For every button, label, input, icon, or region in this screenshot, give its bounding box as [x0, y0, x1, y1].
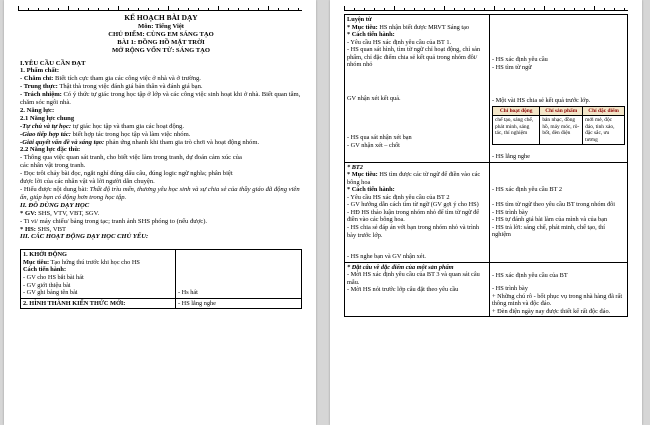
- ruler-tick: [584, 8, 585, 11]
- ruler-tick: [474, 8, 475, 11]
- activities-table: [20, 249, 302, 309]
- ruler-tick: [614, 8, 615, 11]
- goal-1-label: * Mục tiêu:: [347, 23, 378, 31]
- ruler-tick: [218, 6, 219, 11]
- ruler-tick: [18, 6, 19, 11]
- ruler-tick: [484, 8, 485, 11]
- ruler-tick: [344, 6, 345, 11]
- table-cell: [345, 262, 490, 317]
- warmup-goal-label: Mục tiêu:: [23, 258, 50, 266]
- quality-1: [20, 75, 302, 83]
- step-a5: - GV nhận xét – chốt: [347, 141, 400, 149]
- tools-hs-label: * HS:: [20, 225, 36, 233]
- warmup-response: - Hs hát: [178, 289, 198, 297]
- ruler-tick: [278, 8, 279, 11]
- tools-gv-more: - Ti vi/ máy chiếu/ bảng trong tạc; tranh ảnh SHS phóng to (nếu được).: [20, 217, 208, 225]
- tools-hs-text: SHS, VBT: [35, 225, 67, 233]
- ruler-tick: [178, 8, 179, 11]
- theme-line: CHỦ ĐIỂM: CÙNG EM SÁNG TẠO: [108, 30, 214, 38]
- step-b3: - HĐ HS thảo luận trong nhóm nhỏ để tìm từ ngữ để điền vào các bông hoa.: [347, 208, 480, 224]
- competence-1-text: tự giác học tập và tham gia các hoạt động.: [71, 122, 185, 130]
- word-table-cell: mới mẻ, độc đáo, tinh xảo, đặc sắc, ưu tương: [583, 116, 625, 145]
- steps-2: * Cách tiến hành:: [347, 186, 395, 194]
- response-a5: - HS lắng nghe: [492, 153, 530, 161]
- table-cell: [176, 298, 302, 309]
- ruler-tick: [208, 8, 209, 11]
- section-title: Luyện từ: [347, 16, 372, 23]
- quality-heading: 1. Phẩm chất:: [20, 67, 60, 75]
- competence-1: [20, 123, 302, 131]
- specific-4: được lời của các nhân vật và lời người dẫn chuyện.: [20, 178, 155, 186]
- ruler-tick: [228, 8, 229, 11]
- goal-1-text: HS nhận biết được MRVT Sáng tạo: [377, 23, 470, 31]
- ruler-tick: [434, 8, 435, 11]
- ruler-tick: [158, 8, 159, 11]
- quality-2-label: - Trung thực:: [20, 83, 58, 91]
- specific-5-label: - Hiểu được nội dung bài:: [20, 186, 89, 193]
- ruler-tick: [58, 8, 59, 11]
- goal-2-label: * Mục tiêu:: [347, 171, 378, 179]
- ruler-tick: [48, 8, 49, 11]
- objectives-heading: I.YÊU CẦU CẦN ĐẠT: [20, 59, 86, 67]
- ruler-tick: [118, 6, 119, 11]
- ruler-tick: [298, 8, 299, 11]
- word-table-header: Chỉ hoạt động: [493, 106, 540, 115]
- ruler-tick: [374, 8, 375, 11]
- ruler-tick: [108, 8, 109, 11]
- table-cell: [490, 15, 628, 163]
- competence-3-label: -Giải quyết vấn đề và sáng tạo:: [20, 138, 105, 146]
- new-knowledge-heading: 2. HÌNH THÀNH KIẾN THỨC MỚI:: [23, 299, 126, 307]
- table-cell: [345, 162, 490, 262]
- quality-2-text: Thật thà trong việc đánh giá bản thân và đánh giá bạn.: [57, 83, 203, 91]
- ruler-tick: [68, 6, 69, 11]
- warmup-goal: [23, 259, 173, 267]
- table-cell: [21, 250, 176, 298]
- step-a2: - HS quan sát hình, tìm từ ngữ chỉ hoạt động, chỉ sản phẩm, chỉ đặc điểm chia sẻ kết quả trong nhóm đôi/ nhóm nhỏ: [347, 46, 481, 69]
- ruler-tick: [248, 8, 249, 11]
- table-row: [493, 106, 625, 115]
- ruler-tick: [364, 8, 365, 11]
- quality-1-label: - Chăm chỉ:: [20, 75, 54, 83]
- ruler-tick: [88, 8, 89, 11]
- ruler-tick: [168, 6, 169, 11]
- table-cell: [21, 298, 176, 309]
- general-competence-heading: 2.1 Năng lực chung: [20, 114, 75, 122]
- topic-line: MỞ RỘNG VỐN TỪ: SÁNG TẠO: [111, 46, 211, 54]
- ruler-tick: [148, 8, 149, 11]
- table-row: [345, 15, 628, 163]
- ruler-tick: [98, 8, 99, 11]
- steps-1: * Cách tiến hành:: [347, 31, 395, 39]
- doc-title: KẾ HOẠCH BÀI DẠY: [124, 13, 198, 22]
- quality-1-text: Biết tích cực tham gia các công việc ở nhà và ở trường.: [53, 75, 201, 83]
- ruler-tick: [624, 8, 625, 11]
- word-table-cell: bản nhạc, đồng hồ, máy móc, rô-bốt, đèn điện: [540, 116, 583, 145]
- subject-line: Môn: Tiếng Việt: [138, 22, 184, 30]
- step-c2: - Mời HS nói trước lớp câu đặt theo yêu cầu: [347, 286, 459, 294]
- goal-2: [347, 171, 487, 186]
- table-cell: [345, 15, 490, 163]
- quality-2: [20, 83, 302, 91]
- page-2-content: [344, 14, 628, 317]
- ruler-tick: [38, 8, 39, 11]
- step-a4: - HS qua sát nhận xét bạn: [347, 134, 412, 142]
- competence-2-label: -Giao tiếp hợp tác:: [20, 130, 71, 138]
- ruler-tick: [354, 8, 355, 11]
- ruler-tick: [524, 8, 525, 11]
- step-b2: - GV hướng dẫn cách tìm từ ngữ (GV gợi ý cho HS): [347, 201, 479, 209]
- table-row: [21, 250, 302, 298]
- quality-3-text: Có ý thức tự giác trong học tập ở lớp và các công việc sinh hoạt khi ở nhà. Biết quan tâm, chăm sóc ngôi nhà.: [20, 91, 301, 107]
- response-b4-1: - HS trình bày: [492, 208, 528, 216]
- ruler-tick: [188, 8, 189, 11]
- ruler-tick: [424, 8, 425, 11]
- response-a2-1: - HS xác định yêu cầu: [492, 56, 548, 63]
- ruler-tick: [198, 8, 199, 11]
- ruler-tick: [494, 6, 495, 11]
- table-cell: [490, 162, 628, 262]
- response-c2-1: - HS trình bày: [492, 285, 528, 293]
- table-row: [345, 162, 628, 262]
- specific-3: - Đọc trôi chảy bài đọc, ngắt nghỉ đúng dấu câu, đúng logic ngữ nghĩa; phân biệt: [20, 170, 233, 178]
- specific-2: các nhân vật trong tranh.: [20, 162, 86, 170]
- document-page-1: [4, 0, 316, 425]
- warmup-step-3: - GV ghi bảng tên bài: [23, 289, 78, 297]
- response-a2-2: - HS tìm từ ngữ: [492, 63, 532, 71]
- activities-table-continued: [344, 14, 628, 317]
- ruler-tick: [414, 8, 415, 11]
- specific-competence-heading: 2.2 Năng lực đặc thù:: [20, 146, 81, 154]
- table-row: [345, 262, 628, 317]
- ruler-tick: [268, 6, 269, 11]
- competence-heading: 2. Năng lực:: [20, 106, 55, 114]
- quality-3: [20, 91, 302, 107]
- competence-2: [20, 131, 302, 139]
- ruler-tick: [394, 6, 395, 11]
- ruler-tick: [454, 8, 455, 11]
- table-cell: [490, 262, 628, 317]
- ruler-tick: [564, 8, 565, 11]
- document-page-2: [330, 0, 642, 425]
- tools-heading: II. ĐỒ DÙNG DẠY HỌC: [20, 201, 90, 209]
- response-c1: - HS xác định yêu cầu của BT: [492, 271, 568, 279]
- ruler-tick: [384, 8, 385, 11]
- response-b1: - HS xác định yêu cầu BT 2: [492, 185, 563, 193]
- ruler-tick: [504, 8, 505, 11]
- word-table-header: Chỉ đặc điểm: [583, 106, 625, 115]
- response-share: - Một vài HS chia sẻ kết quả trước lớp.: [492, 97, 591, 105]
- ruler-tick: [444, 6, 445, 11]
- ruler-tick: [464, 8, 465, 11]
- ruler-tick: [138, 8, 139, 11]
- table-row: [493, 116, 625, 145]
- step-c1: - Mời HS xác định yêu cầu của BT 3 và quan sát câu mẫu.: [347, 271, 480, 286]
- warmup-steps: Cách tiến hành:: [23, 266, 67, 274]
- bt2-heading: * BT2: [347, 163, 363, 171]
- competence-3-text: phản ứng nhanh khi tham gia trò chơi và hoạt động nhóm.: [104, 138, 260, 146]
- ruler-tick: [78, 8, 79, 11]
- word-table-cell: chế tạo, sáng chế, phát minh, sáng tác, thí nghiệm: [493, 116, 540, 145]
- ruler-tick: [594, 6, 595, 11]
- ruler-tick: [258, 8, 259, 11]
- word-table-header: Chỉ sản phẩm: [540, 106, 583, 115]
- ruler-tick: [238, 8, 239, 11]
- page-1-content: [20, 14, 302, 309]
- table-row: [21, 298, 302, 309]
- ruler-tick: [544, 6, 545, 11]
- warmup-heading: 1. KHỞI ĐỘNG: [23, 251, 67, 259]
- goal-2-text: HS tìm được các từ ngữ để điền vào các bông hoa: [347, 171, 481, 186]
- activities-heading: III. CÁC HOẠT ĐỘNG DẠY HỌC CHỦ YẾU:: [20, 233, 149, 241]
- quality-3-label: - Trách nhiệm:: [20, 91, 62, 99]
- ruler: [344, 4, 628, 11]
- competence-3: [20, 139, 302, 147]
- ruler-tick: [534, 8, 535, 11]
- warmup-step-2: - GV giới thiệu bài: [23, 281, 71, 289]
- exercise-heading: * Đặt câu về đặc điểm của một sản phẩm: [347, 263, 454, 271]
- ruler-tick: [604, 8, 605, 11]
- step-b1: - Yêu cầu HS xác định yêu cầu của BT 2: [347, 193, 450, 201]
- response-c2-2: + Những chú rô - bốt phục vụ trong nhà hàng đã rất thông minh và độc đáo.: [492, 292, 623, 308]
- competence-1-label: -Tự chủ và tự học:: [20, 122, 72, 130]
- ruler-tick: [28, 8, 29, 11]
- specific-5-text: Thất độ trìu mến, thương yêu học sinh và sự chia sẻ của thầy giáo đã động viên ấn, giúp bạn có động hơn trong học tập.: [20, 186, 300, 201]
- ruler-tick: [554, 8, 555, 11]
- tools-gv-text: SHS, VTV, VBT, SGV.: [36, 209, 100, 217]
- step-b5: - HS nghe bạn và GV nhận xét.: [347, 253, 426, 261]
- goal-1: [347, 24, 487, 32]
- warmup-goal-text: Tạo hứng thú trước khi học cho HS: [49, 258, 140, 266]
- ruler-tick: [404, 8, 405, 11]
- lesson-line: BÀI 1: ĐỒNG HỒ MẶT TRỜI: [117, 38, 205, 46]
- specific-1: - Thông qua việc quan sát tranh, cho biết việc làm trong tranh, dự đoán cảm xúc của: [20, 154, 242, 162]
- table-cell: [176, 250, 302, 298]
- competence-2-text: biết hợp tác trong học tập và làm việc nhóm.: [70, 130, 191, 138]
- ruler-tick: [574, 8, 575, 11]
- ruler-tick: [128, 8, 129, 11]
- tools-gv: [20, 210, 302, 218]
- ruler-tick: [288, 8, 289, 11]
- response-b4-2: - HS tự đánh giá bài làm của mình và của bạn: [492, 216, 608, 224]
- response-b4-3: - HS trả lời: sáng chế, phát minh, chế tạo, thí nghiệm: [492, 223, 605, 239]
- word-table: [492, 106, 625, 145]
- new-knowledge-response: - HS lắng nghe: [178, 299, 216, 307]
- ruler-tick: [514, 8, 515, 11]
- tools-gv-label: * GV:: [20, 209, 37, 217]
- response-b3: - HS tìm từ ngữ theo yêu cầu BT trong nhóm đôi: [492, 201, 616, 209]
- step-a3: GV nhận xét kết quả.: [347, 94, 401, 102]
- response-c2-3: + Đèn điện ngày nay được thiết kế rất độc đáo.: [492, 307, 611, 315]
- ruler: [18, 4, 302, 11]
- step-b4: - HS chia sẻ đáp án với bạn trong nhóm nhỏ và trình bày trước lớp.: [347, 223, 480, 239]
- warmup-step-1: - GV cho HS bắt bài hát: [23, 273, 84, 281]
- step-a1: - Yêu cầu HS xác định yêu cầu của BT 1.: [347, 38, 452, 46]
- specific-5: [20, 186, 302, 202]
